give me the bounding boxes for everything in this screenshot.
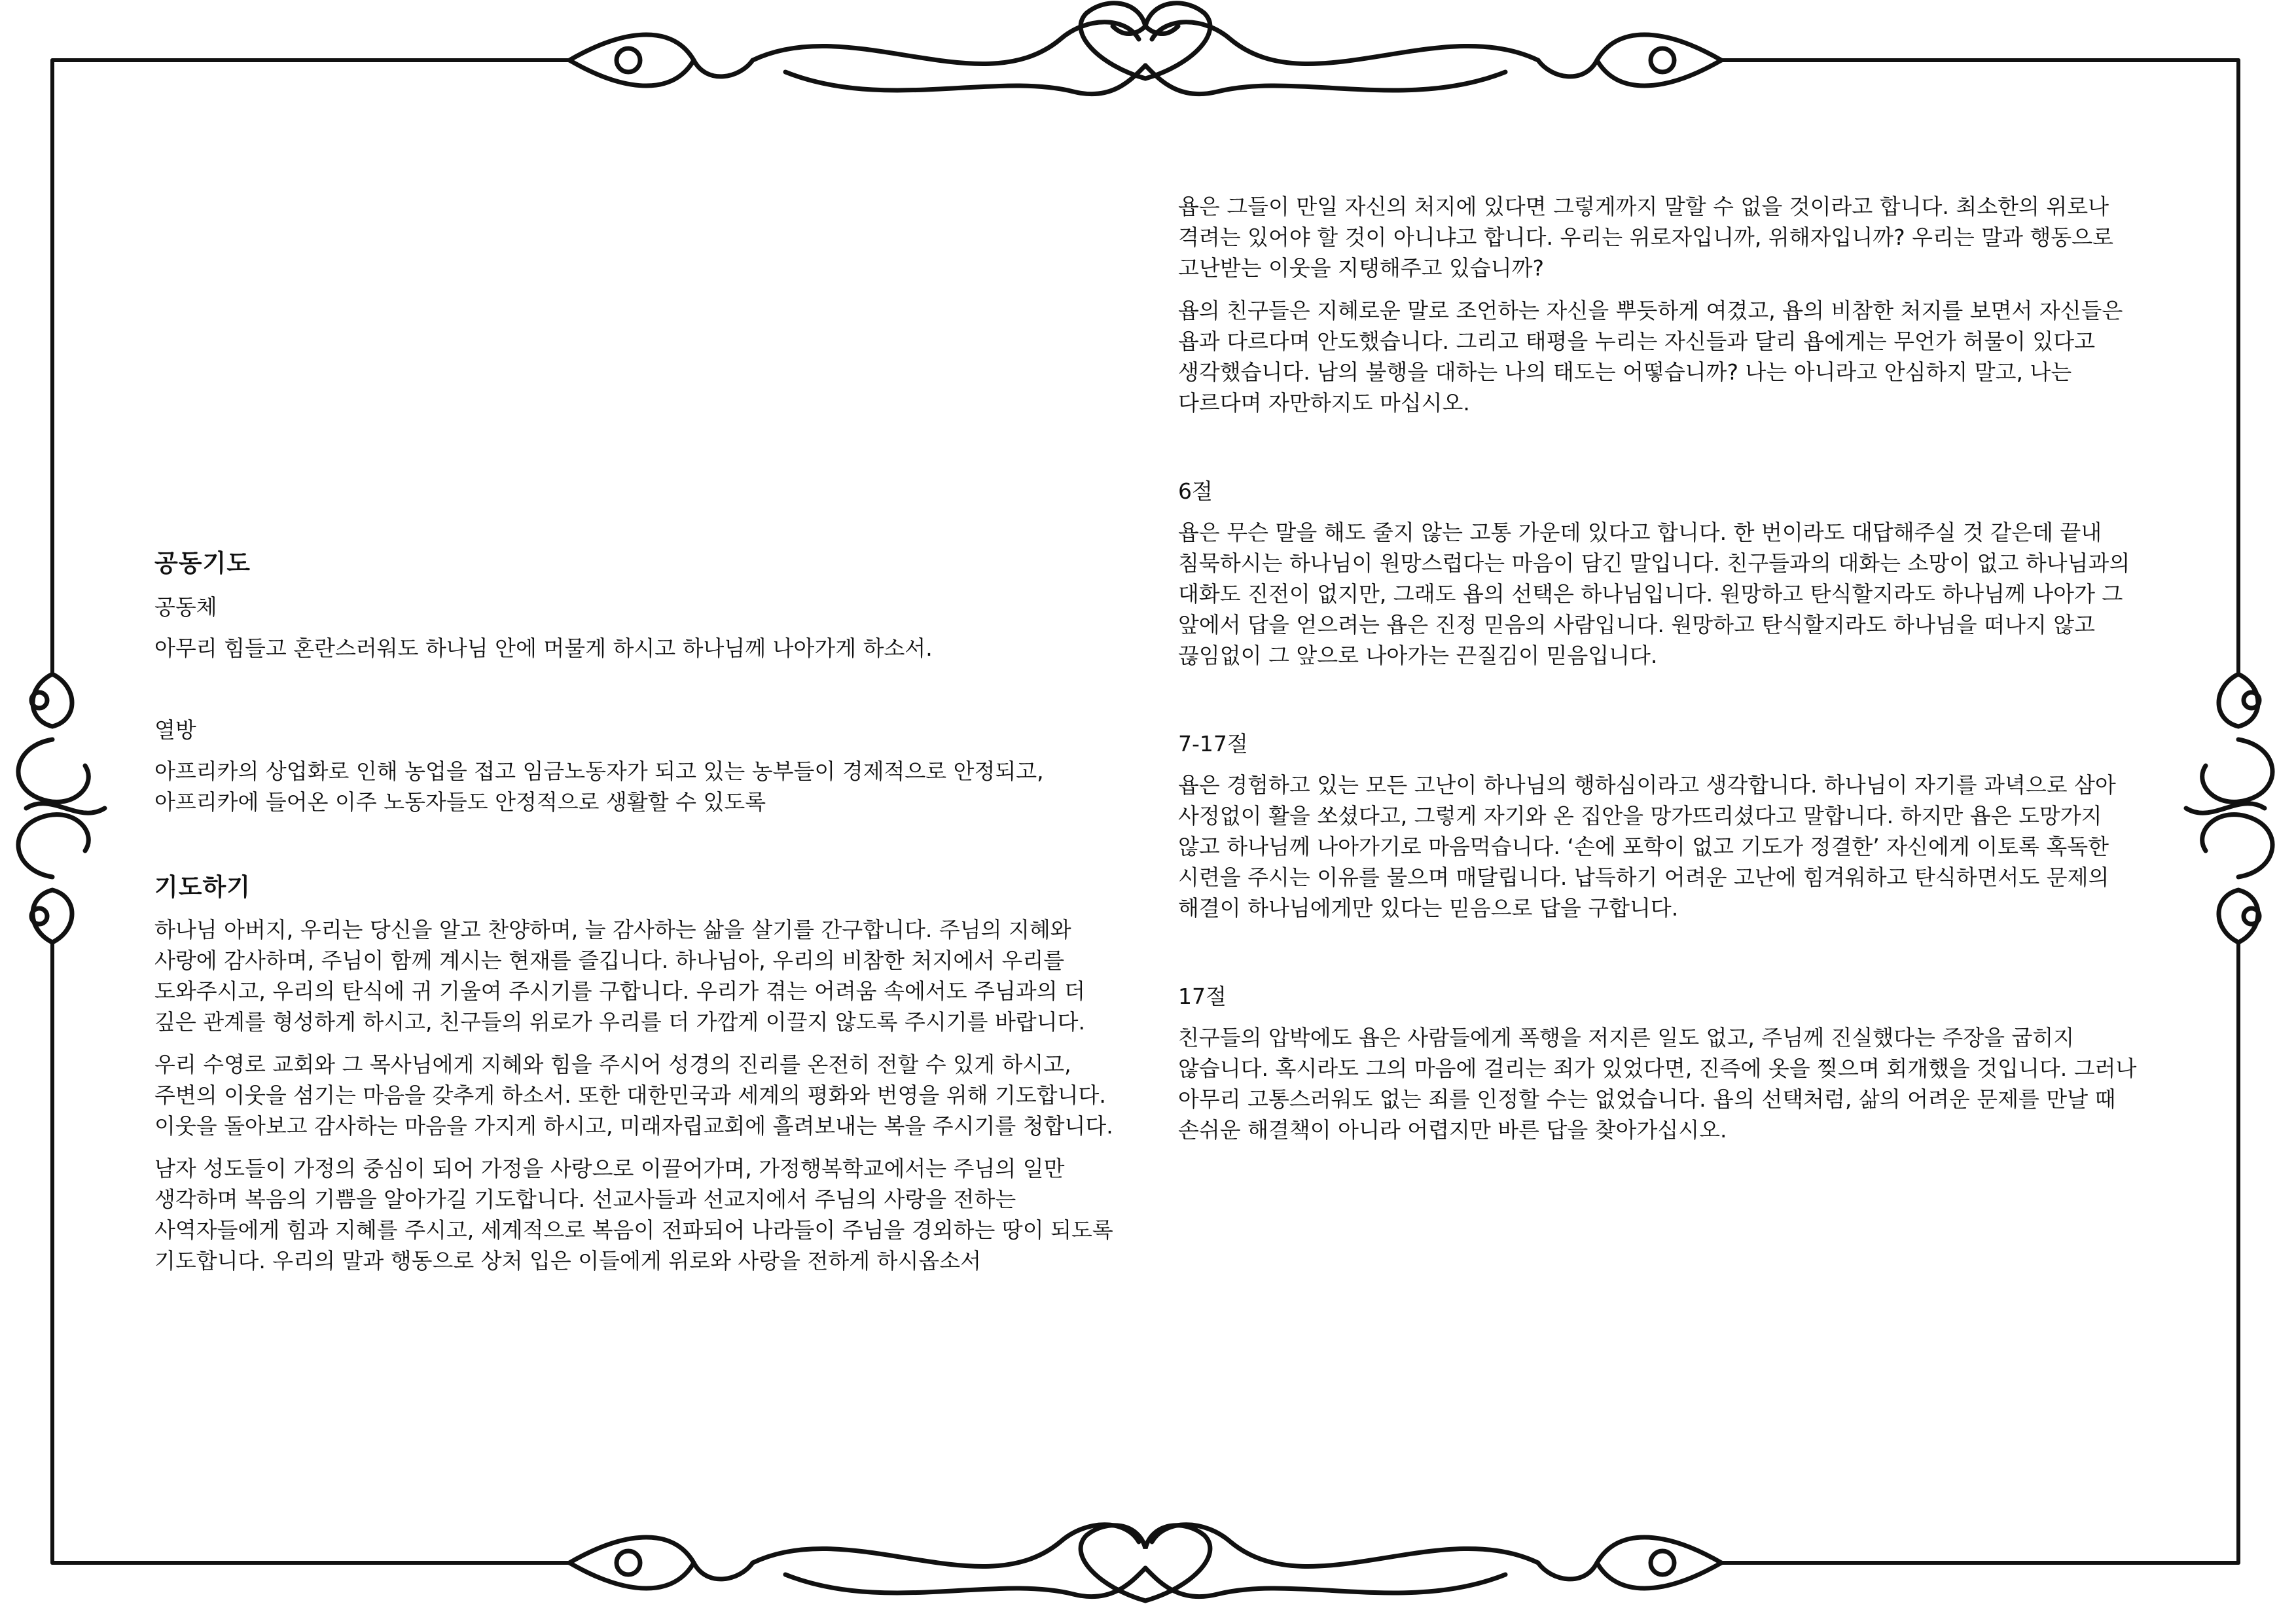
verse-17-label: 17절 [1178, 984, 1227, 1009]
praying-paragraph-2: 우리 수영로 교회와 그 목사님에게 지혜와 힘을 주시어 성경의 진리를 온전히 전할 수 있게 하시고, 주변의 이웃을 섬기는 마음을 갖추게 하소서. 또한 대한민국과 세계의 평화와 번영을 위해 기도합니다. 이웃을 돌아보고 감사하는 마음을 가지게 하시고, 미래자립교회에 흘려보내는 복을 주시기를 청합니다. [154, 1052, 1113, 1139]
nations-label: 열방 [154, 717, 196, 743]
right-ornament [2186, 674, 2272, 942]
verse-17-text: 친구들의 압박에도 욥은 사람들에게 폭행을 저지른 일도 없고, 주님께 진실했다는 주장을 굽히지 않습니다. 혹시라도 그의 마음에 걸리는 죄가 있었다면, 진즉에 옷을 찢으며 회개했을 것입니다. 그러나 아무리 고통스러워도 없는 죄를 인정할 수는 없었습니다. 욥의 선택처럼, 삶의 어려운 문제를 만날 때 손쉬운 해결책이 아니라 어렵지만 바른 답을 찾아가십시오. [1178, 1025, 2137, 1143]
right-column [1178, 191, 2147, 1157]
top-ornament [569, 3, 1721, 94]
verse-7-17-text: 욥은 경험하고 있는 모든 고난이 하나님의 행하심이라고 생각합니다. 하나님이 자기를 과녁으로 삼아 사정없이 활을 쏘셨다고, 그렇게 자기와 온 집안을 망가뜨리셨다고 말합니다. 하지만 욥은 도망가지 않고 하나님께 나아가기로 마음먹습니다. ‘손에 포학이 없고 기도가 정결한’ 자신에게 이토록 혹독한 시련을 주시는 이유를 물으며 매달립니다. 납득하기 어려운 고난에 힘겨워하고 탄식하면서도 문제의 해결이 하나님에게만 있다는 믿음으로 답을 구합니다. [1178, 772, 2116, 921]
prayer-heading: 공동기도 [154, 549, 251, 577]
verse-6-label: 6절 [1178, 478, 1213, 504]
praying-heading: 기도하기 [154, 873, 251, 901]
community-text: 아무리 힘들고 혼란스러워도 하나님 안에 머물게 하시고 하나님께 나아가게 하소서. [154, 635, 933, 661]
meditation-paragraph-1: 욥은 그들이 만일 자신의 처지에 있다면 그렇게까지 말할 수 없을 것이라고 합니다. 최소한의 위로나 격려는 있어야 할 것이 아니냐고 합니다. 우리는 위로자입니까, 위해자입니까? 우리는 말과 행동으로 고난받는 이웃을 지탱해주고 있습니까? [1178, 194, 2114, 281]
left-ornament [18, 674, 105, 942]
praying-paragraph-1: 하나님 아버지, 우리는 당신을 알고 찬양하며, 늘 감사하는 삶을 살기를 간구합니다. 주님의 지혜와 사랑에 감사하며, 주님이 함께 계시는 현재를 즐깁니다. 하나님아, 우리의 비참한 처지에서 우리를 도와주시고, 우리의 탄식에 귀 기울여 주시기를 구합니다. 우리가 겪는 어려움 속에서도 주님과의 더 깊은 관계를 형성하게 하시고, 친구들의 위로가 우리를 더 가깝게 이끌지 않도록 주시기를 바랍니다. [154, 917, 1085, 1035]
praying-paragraph-3: 남자 성도들이 가정의 중심이 되어 가정을 사랑으로 이끌어가며, 가정행복학교에서는 주님의 일만 생각하며 복음의 기쁨을 알아가길 기도합니다. 선교사들과 선교지에서 주님의 사랑을 전하는 사역자들에게 힘과 지혜를 주시고, 세계적으로 복음이 전파되어 나라들이 주님을 경외하는 땅이 되도록 기도합니다. 우리의 말과 행동으로 상처 입은 이들에게 위로와 사랑을 전하게 하시옵소서 [154, 1156, 1113, 1274]
community-label: 공동체 [154, 594, 217, 620]
bottom-ornament [569, 1525, 1721, 1601]
meditation-paragraph-2: 욥의 친구들은 지혜로운 말로 조언하는 자신을 뿌듯하게 여겼고, 욥의 비참한 처지를 보면서 자신들은 욥과 다르다며 안도했습니다. 그리고 태평을 누리는 자신들과 달리 욥에게는 무언가 허물이 있다고 생각했습니다. 남의 불행을 대하는 나의 태도는 어떻습니까? 나는 아니라고 안심하지 말고, 나는 다르다며 자만하지도 마십시오. [1178, 298, 2123, 416]
left-column [154, 543, 1117, 1288]
verse-6-text: 욥은 무슨 말을 해도 줄지 않는 고통 가운데 있다고 합니다. 한 번이라도 대답해주실 것 같은데 끝내 침묵하시는 하나님이 원망스럽다는 마음이 담긴 말입니다. 친구들과의 대화는 소망이 없고 하나님과의 대화도 진전이 없지만, 그래도 욥의 선택은 하나님입니다. 원망하고 탄식할지라도 하나님께 나아가 그 앞에서 답을 얻으려는 욥은 진정 믿음의 사람입니다. 원망하고 탄식할지라도 하나님을 떠나지 않고 끊임없이 그 앞으로 나아가는 끈질김이 믿음입니다. [1178, 520, 2130, 668]
verse-7-17-label: 7-17절 [1178, 731, 1248, 757]
nations-text: 아프리카의 상업화로 인해 농업을 접고 임금노동자가 되고 있는 농부들이 경제적으로 안정되고, 아프리카에 들어온 이주 노동자들도 안정적으로 생활할 수 있도록 [154, 758, 1044, 815]
